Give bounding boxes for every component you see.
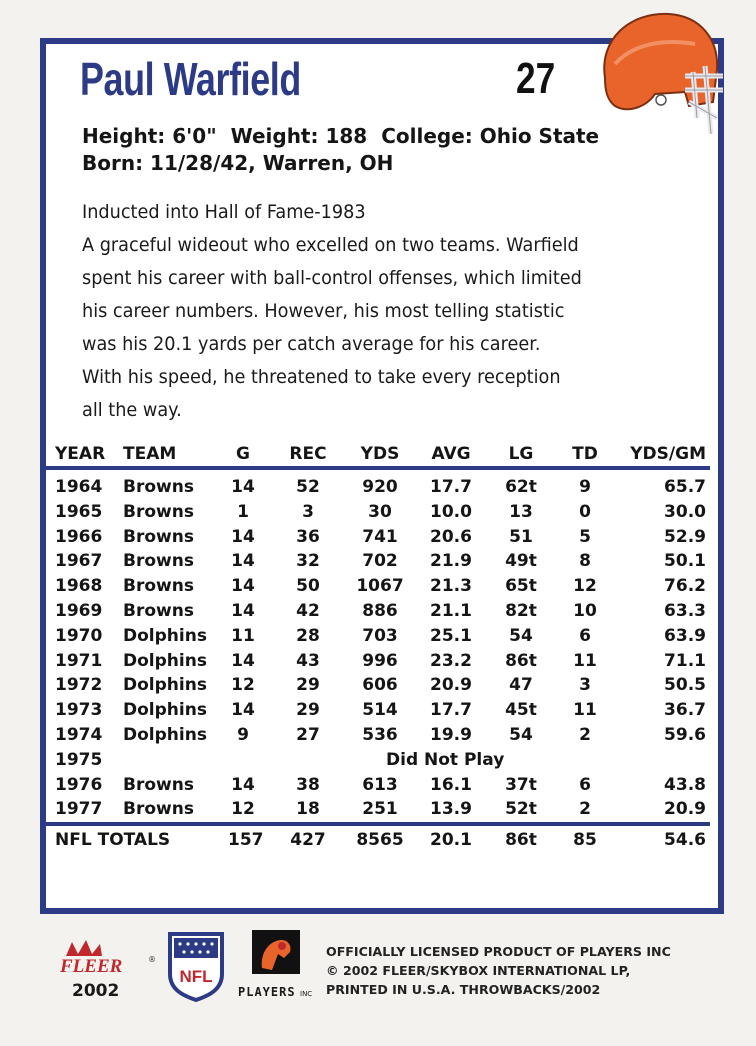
license-line-2: © 2002 FLEER/SKYBOX INTERNATIONAL LP, [326,963,631,978]
col-header-rec: REC [289,444,327,464]
cell-avg: 16.1 [430,774,472,795]
cell-yds: 514 [362,700,398,721]
col-header-lg: LG [508,444,534,464]
nfl-shield-icon [166,930,226,1002]
height-weight-college [82,124,599,148]
jersey-number: 27 [516,54,556,103]
cell-avg: 23.2 [430,650,472,671]
table-row [46,500,710,525]
cell-team: Browns [123,501,194,522]
cell-rec: 29 [296,700,320,721]
cell-yds-gm: 52.9 [664,526,706,547]
height-text: Height: 6'0" [82,124,217,148]
bio-line: With his speed, he threatened to take every reception [82,366,561,388]
cell-yds: 741 [362,526,398,547]
cell-g: 14 [231,526,255,547]
cell-team: Browns [123,600,194,621]
bio-line: Inducted into Hall of Fame-1983 [82,201,366,223]
bio-line: his career numbers. However, his most telling statistic [82,300,565,322]
cell-g: 9 [237,724,249,745]
cell-td: 2 [579,799,591,820]
license-line-1: OFFICIALLY LICENSED PRODUCT OF PLAYERS INC [326,944,671,959]
cell-avg: 13.9 [430,799,472,820]
cell-lg: 65t [505,576,537,597]
svg-text:INC: INC [300,990,313,998]
cell-did-not-play: Did Not Play [386,749,505,770]
cell-team: Browns [123,477,194,497]
browns-helmet-icon [585,6,725,138]
totals-cells [46,828,710,853]
cell-yds-gm: 30.0 [664,501,706,522]
cell-td: 11 [573,700,597,721]
bio-paragraph [82,196,682,427]
cell-lg: 54 [509,625,533,646]
cell-lg: 54 [509,724,533,745]
cell-rec: 28 [296,625,320,646]
cell-rec: 3 [302,501,314,522]
cell-td: 3 [579,675,591,696]
cell-avg: 19.9 [430,724,472,745]
cell-lg: 82t [505,600,537,621]
col-header-g: G [236,444,250,464]
cell-lg: 52t [505,799,537,820]
svg-text:FLEER: FLEER [60,956,123,977]
cell-yds-gm: 65.7 [664,477,706,497]
cell-year: 1965 [55,501,103,522]
cell-yds-gm: 71.1 [664,650,706,671]
cell-year: 1966 [55,526,103,547]
table-row [46,649,710,674]
cell-g: 12 [231,675,255,696]
table-row [46,525,710,550]
cell-avg: 21.1 [430,600,472,621]
col-header-team: TEAM [123,444,177,464]
cell-g: 14 [231,477,255,497]
bio-line: A graceful wideout who excelled on two teams. Warfield [82,234,579,256]
cell-td: 11 [573,650,597,671]
totals-g: 157 [228,830,264,850]
cell-team: Browns [123,774,194,795]
cell-yds: 920 [362,477,398,497]
cell-year: 1972 [55,675,103,696]
weight-text: Weight: 188 [230,124,368,148]
cell-year: 1975 [55,749,103,770]
cell-td: 10 [573,600,597,621]
totals-lg: 86t [505,830,537,850]
cell-lg: 13 [509,501,533,522]
cell-yds-gm: 20.9 [664,799,706,820]
cell-lg: 62t [505,477,537,497]
cell-g: 14 [231,600,255,621]
table-row [46,698,710,723]
col-header-yds: YDS [360,444,400,464]
cell-avg: 21.9 [430,551,472,572]
cell-year: 1976 [55,774,103,795]
license-line-3: PRINTED IN U.S.A. THROWBACKS/2002 [326,982,601,997]
cell-rec: 27 [296,724,320,745]
cell-rec: 52 [296,477,320,497]
cell-yds-gm: 63.3 [664,600,706,621]
table-row [46,475,710,500]
cell-year: 1974 [55,724,103,745]
cell-td: 8 [579,551,591,572]
cell-g: 14 [231,774,255,795]
cell-g: 14 [231,551,255,572]
cell-rec: 42 [296,600,320,621]
cell-yds-gm: 50.1 [664,551,706,572]
cell-g: 11 [231,625,255,646]
cell-yds: 251 [362,799,398,820]
cell-yds: 536 [362,724,398,745]
totals-avg: 20.1 [430,830,472,850]
cell-rec: 29 [296,675,320,696]
players-inc-logo [236,928,316,1002]
cell-rec: 43 [296,650,320,671]
col-header-yds-gm: YDS/GM [630,444,706,464]
table-row [46,773,710,798]
cell-rec: 38 [296,774,320,795]
svg-text:PLAYERS: PLAYERS [238,985,296,999]
cell-avg: 17.7 [430,700,472,721]
cell-yds: 996 [362,650,398,671]
bio-line: spent his career with ball-control offenses, which limited [82,267,582,289]
cell-td: 12 [573,576,597,597]
cell-team: Browns [123,799,194,820]
totals-yds-gm: 54.6 [664,830,706,850]
cell-avg: 20.6 [430,526,472,547]
cell-g: 14 [231,700,255,721]
cell-g: 12 [231,799,255,820]
table-row [46,723,710,748]
table-header [46,440,710,468]
cell-yds-gm: 50.5 [664,675,706,696]
cell-team: Dolphins [123,675,207,696]
table-row [46,748,710,773]
table-row [46,549,710,574]
cell-year: 1969 [55,600,103,621]
table-row [46,624,710,649]
cell-yds-gm: 76.2 [664,576,706,597]
cell-yds-gm: 63.9 [664,625,706,646]
cell-yds: 30 [368,501,392,522]
cell-team: Browns [123,526,194,547]
cell-year: 1970 [55,625,103,646]
stats-table [46,440,710,822]
cell-g: 14 [231,576,255,597]
cell-td: 9 [579,477,591,497]
cell-lg: 86t [505,650,537,671]
totals-label: NFL TOTALS [55,830,171,850]
cell-lg: 45t [505,700,537,721]
cell-avg: 25.1 [430,625,472,646]
totals-divider [46,822,710,826]
col-header-td: TD [572,444,598,464]
cell-td: 6 [579,625,591,646]
cell-yds: 703 [362,625,398,646]
cell-yds-gm: 59.6 [664,724,706,745]
cell-team: Browns [123,551,194,572]
totals-td: 85 [573,830,597,850]
player-name: Paul Warfield [80,53,301,105]
cell-lg: 49t [505,551,537,572]
cell-avg: 20.9 [430,675,472,696]
cell-td: 5 [579,526,591,547]
cell-yds: 606 [362,675,398,696]
cell-g: 1 [237,501,249,522]
cell-year: 1977 [55,799,103,820]
bio-line: all the way. [82,399,182,421]
totals-yds: 8565 [356,830,404,850]
born-text: Born: 11/28/42, Warren, OH [82,151,394,175]
cell-yds: 886 [362,600,398,621]
cell-team: Dolphins [123,625,207,646]
cell-lg: 47 [509,675,533,696]
cell-td: 2 [579,724,591,745]
card-year: 2002 [72,981,120,1001]
cell-yds: 1067 [356,576,404,597]
cell-yds-gm: 36.7 [664,700,706,721]
table-row [46,797,710,822]
col-header-avg: AVG [431,444,471,464]
table-row [46,673,710,698]
cell-team: Dolphins [123,650,207,671]
cell-g: 14 [231,650,255,671]
cell-yds-gm: 43.8 [664,774,706,795]
cell-td: 6 [579,774,591,795]
col-header-year: YEAR [55,444,106,464]
totals-rec: 427 [290,830,326,850]
bio-line: was his 20.1 yards per catch average for his career. [82,333,541,355]
cell-yds: 613 [362,774,398,795]
cell-lg: 37t [505,774,537,795]
cell-yds: 702 [362,551,398,572]
cell-year: 1964 [55,477,103,497]
cell-rec: 50 [296,576,320,597]
fleer-logo [58,938,156,1001]
cell-rec: 18 [296,799,320,820]
cell-avg: 17.7 [430,477,472,497]
table-body [46,475,710,822]
cell-year: 1973 [55,700,103,721]
college-text: College: Ohio State [381,124,600,148]
svg-text:®: ® [148,955,156,964]
table-row [46,599,710,624]
cell-avg: 21.3 [430,576,472,597]
cell-rec: 32 [296,551,320,572]
cell-td: 0 [579,501,591,522]
svg-text:NFL: NFL [179,967,213,986]
cell-rec: 36 [296,526,320,547]
cell-team: Browns [123,576,194,597]
cell-team: Dolphins [123,724,207,745]
header-divider [46,466,710,470]
cell-year: 1971 [55,650,103,671]
cell-avg: 10.0 [430,501,472,522]
cell-team: Dolphins [123,700,207,721]
totals-row [46,828,710,853]
cell-lg: 51 [509,526,533,547]
table-row [46,574,710,599]
cell-year: 1967 [55,551,103,572]
cell-year: 1968 [55,576,103,597]
